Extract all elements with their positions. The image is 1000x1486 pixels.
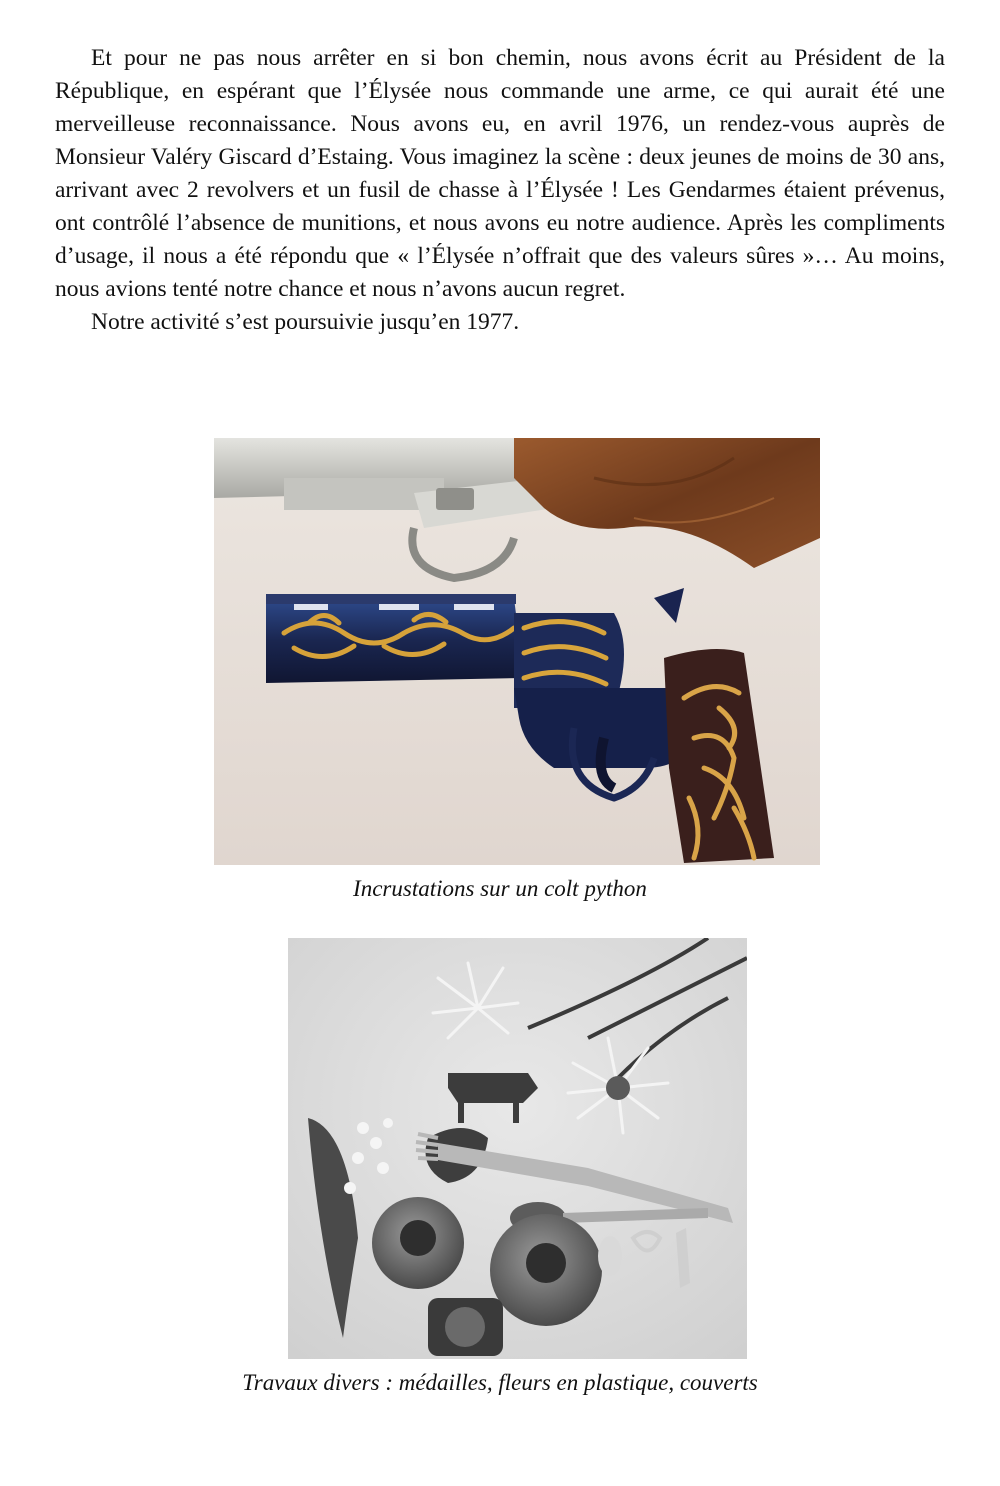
paragraph: Et pour ne pas nous arrêter en si bon chemin, nous avons écrit au Président de la République, en espérant que l’Élysée nous commande une arme, ce qui aurait été une merveilleuse reconnaissance. Nous avons eu, en avril 1976, un rendez-vous auprès de Monsieur Valéry Giscard d’Estaing. Vous imaginez la scène : deux jeunes de moins de 30 ans, arrivant avec 2 revolvers et un fusil de chasse à l’Élysée ! Les Gendarmes étaient prévenus, ont contrôlé l’absence de munitions, et nous avons eu notre audience. Après les compliments d’usage, il nous a été répondu que « l’Élysée n’offrait que des valeurs sûres »… Au moins, nous avions tenté notre chance et nous n’avons aucun regret. — [55, 45, 945, 302]
colt-python-photo-drawing — [214, 438, 820, 865]
photo-various-works — [288, 938, 747, 1359]
various-works-photo-drawing — [288, 938, 747, 1359]
body-text — [55, 42, 945, 339]
paragraph: Notre activité s’est poursuivie jusqu’en 1977. — [91, 309, 520, 335]
photo-colt-python — [214, 438, 820, 865]
figure-caption: Incrustations sur un colt python — [353, 876, 647, 901]
figure-caption: Travaux divers : médailles, fleurs en plastique, couverts — [242, 1370, 758, 1395]
